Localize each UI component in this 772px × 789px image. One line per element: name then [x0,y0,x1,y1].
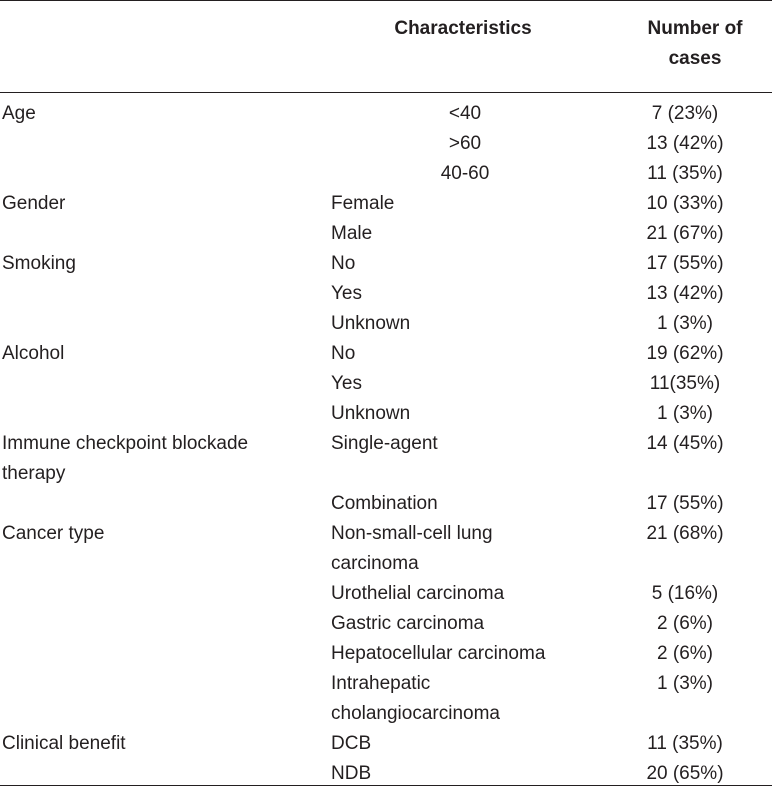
table-row [0,399,772,429]
table-row [0,249,772,279]
characteristic-line2: cholangiocarcinoma [331,703,500,724]
characteristic-cell: No [331,253,356,274]
characteristic-cell: Single-agent [331,433,438,454]
cases-cell: 11 (35%) [647,733,723,754]
cases-cell: 1 (3%) [657,313,713,334]
characteristic-line1: Intrahepatic [331,673,431,694]
table-row [0,159,772,189]
characteristic-cell [331,669,611,729]
cases-cell: 20 (65%) [646,763,724,784]
group-label: Cancer type [2,523,105,544]
cases-cell: 21 (67%) [646,223,724,244]
characteristic-cell: >60 [448,133,482,154]
table-row [0,129,772,159]
cases-cell: 14 (45%) [646,433,724,454]
characteristic-cell: Unknown [331,403,411,424]
table-row [0,609,772,639]
table-top-rule [0,0,772,1]
group-label-line2: therapy [2,463,66,484]
table-row [0,339,772,369]
table-row [0,189,772,219]
characteristic-cell: Urothelial carcinoma [331,583,505,604]
characteristic-cell: 40-60 [440,163,490,184]
characteristic-cell: Male [331,223,373,244]
cases-cell: 19 (62%) [646,343,724,364]
characteristic-cell: NDB [331,763,372,784]
group-label: Smoking [2,253,76,274]
table-body [0,99,772,789]
cases-cell: 11(35%) [649,373,721,394]
cases-cell: 13 (42%) [646,133,724,154]
group-label: Clinical benefit [2,733,126,754]
table-row [0,579,772,609]
cases-cell: 2 (6%) [657,643,713,664]
table-row [0,639,772,669]
characteristic-cell: Combination [331,493,438,514]
cases-cell: 13 (42%) [646,283,724,304]
group-label: Age [2,103,36,124]
table-row [0,219,772,249]
cases-cell: 7 (23%) [651,103,719,124]
table-row [0,429,772,489]
table-row [0,489,772,519]
characteristic-cell [331,519,611,579]
characteristic-cell: <40 [448,103,482,124]
table-row [0,729,772,759]
cases-cell: 10 (33%) [646,193,724,214]
characteristic-cell: Hepatocellular carcinoma [331,643,546,664]
table-row [0,99,772,129]
header-number-of-cases [630,14,760,74]
characteristic-cell: Female [331,193,395,214]
characteristic-cell: DCB [331,733,372,754]
cases-cell: 21 (68%) [646,523,724,544]
characteristic-line1: Non-small-cell lung [331,523,493,544]
table-header-rule [0,92,772,93]
table-bottom-rule [0,785,772,786]
table-row [0,669,772,729]
cases-cell: 1 (3%) [657,403,713,424]
cases-cell: 17 (55%) [646,253,724,274]
characteristic-cell: Gastric carcinoma [331,613,485,634]
group-label [2,429,320,489]
group-label-line1: Immune checkpoint blockade [2,433,249,454]
characteristic-cell: Yes [331,283,362,304]
characteristic-line2: carcinoma [331,553,419,574]
cases-cell: 5 (16%) [651,583,719,604]
cases-cell: 2 (6%) [657,613,713,634]
group-label: Gender [2,193,66,214]
table-row [0,519,772,579]
cases-cell: 1 (3%) [657,673,713,694]
group-label: Alcohol [2,343,65,364]
header-characteristics: Characteristics [394,18,532,39]
cases-cell: 17 (55%) [646,493,724,514]
table-row [0,369,772,399]
table-row [0,279,772,309]
header-number-of-cases-line1: Number of [647,18,743,39]
characteristic-cell: Yes [331,373,362,394]
header-number-of-cases-line2: cases [668,48,722,69]
characteristic-cell: No [331,343,356,364]
characteristic-cell: Unknown [331,313,411,334]
cases-cell: 11 (35%) [647,163,723,184]
table-row [0,309,772,339]
